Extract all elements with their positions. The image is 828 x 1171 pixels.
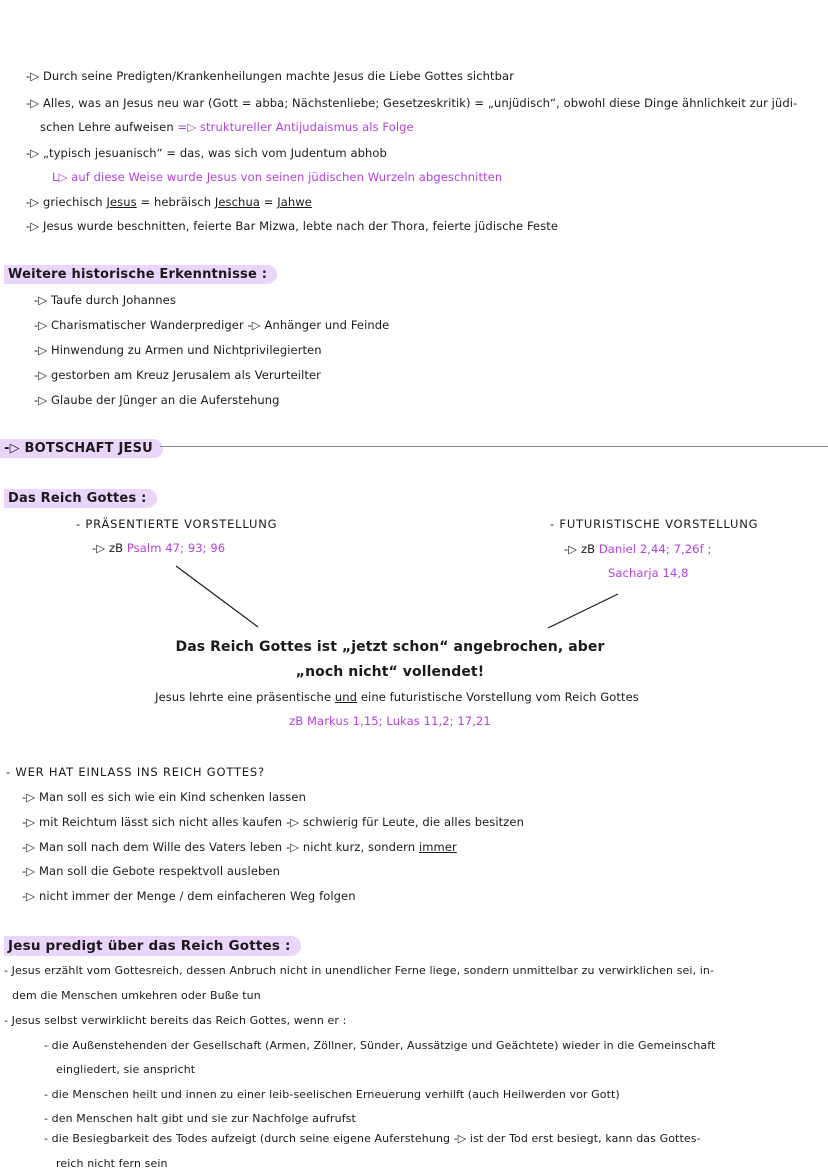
list-item: -▷ Taufe durch Johannes bbox=[34, 293, 176, 307]
list-item: -▷ Charismatischer Wanderprediger -▷ Anhänger und Feinde bbox=[34, 318, 390, 332]
futuristische-vorstellung-title: - FUTURISTISCHE VORSTELLUNG bbox=[550, 517, 759, 531]
arrow-icon: -▷ bbox=[26, 146, 40, 160]
jesus-lehrte-line: Jesus lehrte eine präsentische und eine futuristische Vorstellung vom Reich Gottes bbox=[155, 690, 639, 704]
list-item: -▷ gestorben am Kreuz Jerusalem als Verurteilter bbox=[34, 368, 322, 382]
praesentische-ref: -▷ zB Psalm 47; 93; 96 bbox=[92, 541, 226, 555]
heading-historische-erkenntnisse: Weitere historische Erkenntnisse : bbox=[4, 265, 277, 284]
futuristische-ref: -▷ zB Daniel 2,44; 7,26f ; bbox=[564, 542, 712, 556]
praesentische-vorstellung-title: - PRÄSENTIERTE VORSTELLUNG bbox=[76, 517, 278, 531]
list-item: -▷ Man soll es sich wie ein Kind schenken lassen bbox=[22, 790, 306, 804]
note-wurzeln: L▷ auf diese Weise wurde Jesus von seinen jüdischen Wurzeln abgeschnitten bbox=[52, 170, 503, 184]
list-item: -▷ Hinwendung zu Armen und Nichtprivilegierten bbox=[34, 343, 322, 357]
reich-gottes-summary-line1: Das Reich Gottes ist „jetzt schon“ angebrochen, aber bbox=[175, 639, 605, 655]
bullet-neu: -▷ Alles, was an Jesus neu war (Gott = abba; Nächstenliebe; Gesetzeskritik) = „unjüdisch“, obwohl diese Dinge ähnlichkeit zur jüdi- bbox=[26, 96, 798, 110]
predigt-para-2: - Jesus selbst verwirklicht bereits das Reich Gottes, wenn er : bbox=[4, 1014, 347, 1027]
predigt-para-1: - Jesus erzählt vom Gottesreich, dessen Anbruch nicht in unendlicher Ferne liege, sondern unmittelbar zu verwirklichen sei, in- bbox=[4, 964, 715, 977]
list-item: -▷ Man soll die Gebote respektvoll ausleben bbox=[22, 864, 280, 878]
section-heading-botschaft-jesu: -▷ BOTSCHAFT JESU bbox=[0, 439, 163, 458]
antijudaismus-note: struktureller Antijudaismus als Folge bbox=[199, 120, 414, 134]
predigt-sub-item-cont: reich nicht fern sein bbox=[56, 1157, 168, 1170]
heading-reich-gottes: Das Reich Gottes : bbox=[4, 489, 157, 508]
bullet-beschnitten: -▷ Jesus wurde beschnitten, feierte Bar Mizwa, lebte nach der Thora, feierte jüdische Feste bbox=[26, 219, 559, 233]
arrow-icon: -▷ bbox=[26, 96, 40, 110]
predigt-sub-item-cont: eingliedert, sie anspricht bbox=[56, 1063, 196, 1076]
list-item: -▷ nicht immer der Menge / dem einfacheren Weg folgen bbox=[22, 889, 356, 903]
predigt-sub-item: - den Menschen halt gibt und sie zur Nachfolge aufrufst bbox=[44, 1112, 356, 1125]
predigt-para-1-cont: dem die Menschen umkehren oder Buße tun bbox=[12, 989, 261, 1002]
bullet-predigten: -▷ Durch seine Predigten/Krankenheilungen machte Jesus die Liebe Gottes sichtbar bbox=[26, 69, 515, 83]
arrow-icon: -▷ bbox=[26, 219, 40, 233]
list-item: -▷ Glaube der Jünger an die Auferstehung bbox=[34, 393, 280, 407]
double-arrow-icon: =▷ bbox=[177, 120, 197, 134]
list-item: -▷ mit Reichtum lässt sich nicht alles kaufen -▷ schwierig für Leute, die alles besitzen bbox=[22, 815, 524, 829]
predigt-sub-item: - die Außenstehenden der Gesellschaft (Armen, Zöllner, Sünder, Aussätzige und Geächtete) wieder in die Gemeinschaft bbox=[44, 1039, 716, 1052]
heading-einlass: - WER HAT EINLASS INS REICH GOTTES? bbox=[6, 765, 265, 779]
predigt-sub-item: - die Besiegbarkeit des Todes aufzeigt (durch seine eigene Auferstehung -▷ ist der Tod erst besiegt, kann das Gottes- bbox=[44, 1132, 701, 1145]
bullet-namen: -▷ griechisch Jesus = hebräisch Jeschua = Jahwe bbox=[26, 195, 312, 209]
bible-refs: zB Markus 1,15; Lukas 11,2; 17,21 bbox=[289, 714, 491, 728]
list-item: -▷ Man soll nach dem Wille des Vaters leben -▷ nicht kurz, sondern immer bbox=[22, 840, 457, 854]
predigt-sub-item: - die Menschen heilt und innen zu einer leib-seelischen Erneuerung verhilft (auch Heilwerden vor Gott) bbox=[44, 1088, 620, 1101]
heading-jesu-predigt: Jesu predigt über das Reich Gottes : bbox=[4, 936, 301, 956]
bullet-neu-cont: schen Lehre aufweisen =▷ struktureller Antijudaismus als Folge bbox=[40, 120, 414, 134]
arrow-icon: -▷ bbox=[26, 69, 40, 83]
corner-arrow-icon: L▷ bbox=[52, 170, 68, 184]
bullet-jesuanisch: -▷ „typisch jesuanisch“ = das, was sich vom Judentum abhob bbox=[26, 146, 387, 160]
reich-gottes-summary-line2: „noch nicht“ vollendet! bbox=[295, 664, 485, 680]
futuristische-ref-cont: Sacharja 14,8 bbox=[608, 566, 689, 580]
arrow-icon: -▷ bbox=[26, 195, 40, 209]
